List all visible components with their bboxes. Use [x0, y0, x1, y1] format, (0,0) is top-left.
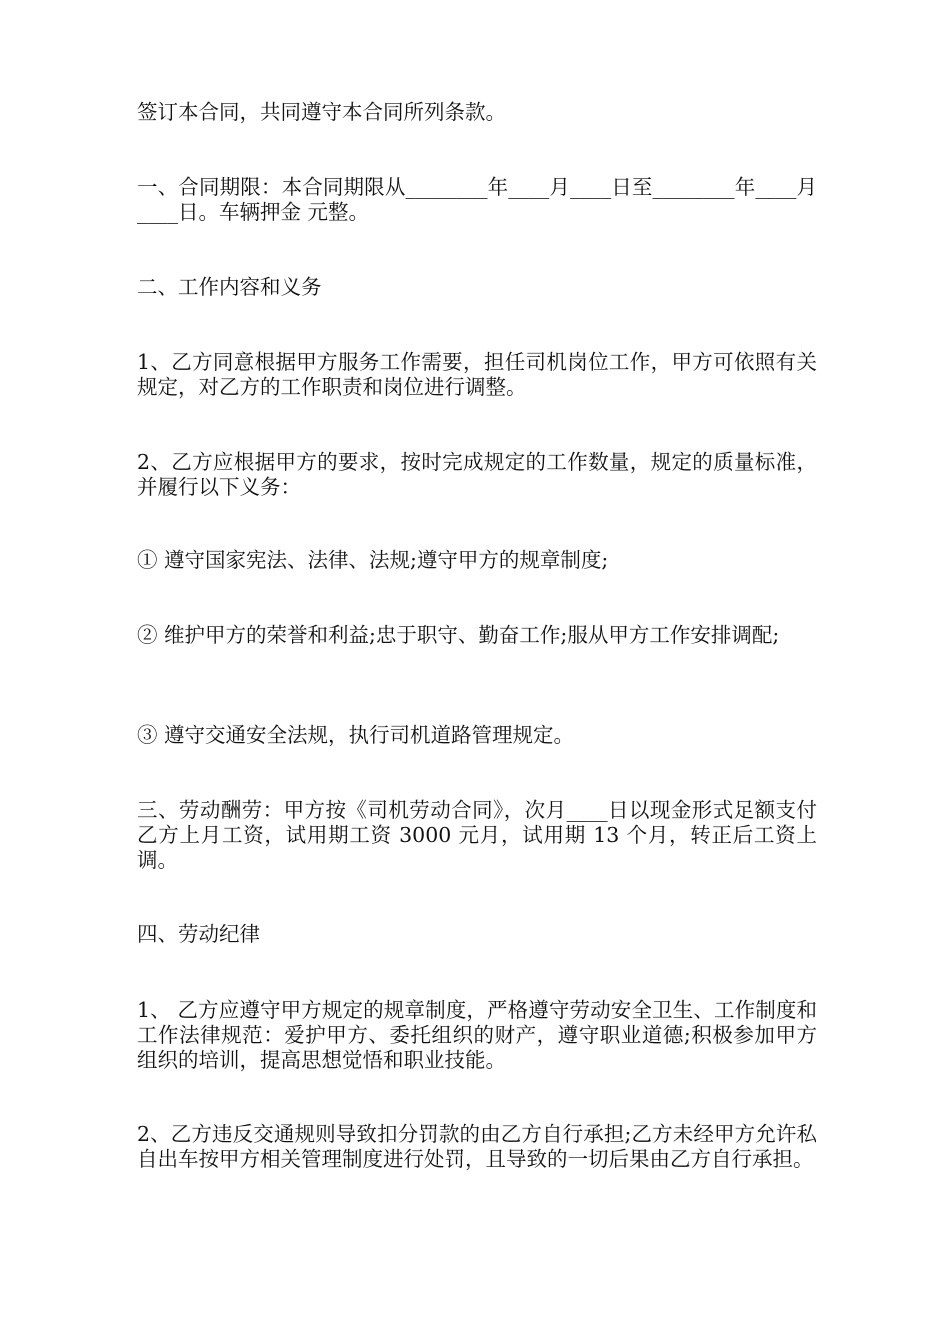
paragraph-discipline-2: 2、乙方违反交通规则导致扣分罚款的由乙方自行承担;乙方未经甲方允许私自出车按甲方相关管理制度进行处罚，且导致的一切后果由乙方自行承担。: [137, 1122, 817, 1171]
paragraph-duty-2: ② 维护甲方的荣誉和利益;忠于职守、勤奋工作;服从甲方工作安排调配;: [137, 623, 780, 647]
paragraph-remuneration: 三、劳动酬劳：甲方按《司机劳动合同》，次月____日以现金形式足额支付乙方上月工资，试用期工资 3000 元月，试用期 13 个月，转正后工资上调。: [137, 798, 817, 872]
paragraph-duty-3: ③ 遵守交通安全法规，执行司机道路管理规定。: [137, 723, 575, 747]
paragraph-duty-1: ① 遵守国家宪法、法律、法规;遵守甲方的规章制度;: [137, 548, 609, 572]
section-heading-work-content: 二、工作内容和义务: [137, 275, 322, 299]
paragraph-work-item-2: 2、乙方应根据甲方的要求，按时完成规定的工作数量，规定的质量标准，并履行以下义务：: [137, 450, 817, 499]
paragraph-work-item-1: 1、乙方同意根据甲方服务工作需要，担任司机岗位工作，甲方可依照有关规定，对乙方的工作职责和岗位进行调整。: [137, 350, 817, 399]
paragraph-discipline-1: 1、 乙方应遵守甲方规定的规章制度，严格遵守劳动安全卫生、工作制度和工作法律规范：爱护甲方、委托组织的财产，遵守职业道德;积极参加甲方组织的培训，提高思想觉悟和职业技能。: [137, 998, 817, 1072]
section-heading-labor-discipline: 四、劳动纪律: [137, 922, 260, 946]
paragraph-preamble: 签订本合同，共同遵守本合同所列条款。: [137, 100, 506, 124]
paragraph-contract-term: 一、合同期限：本合同期限从________年____月____日至________年____月____日。车辆押金 元整。: [137, 175, 817, 224]
